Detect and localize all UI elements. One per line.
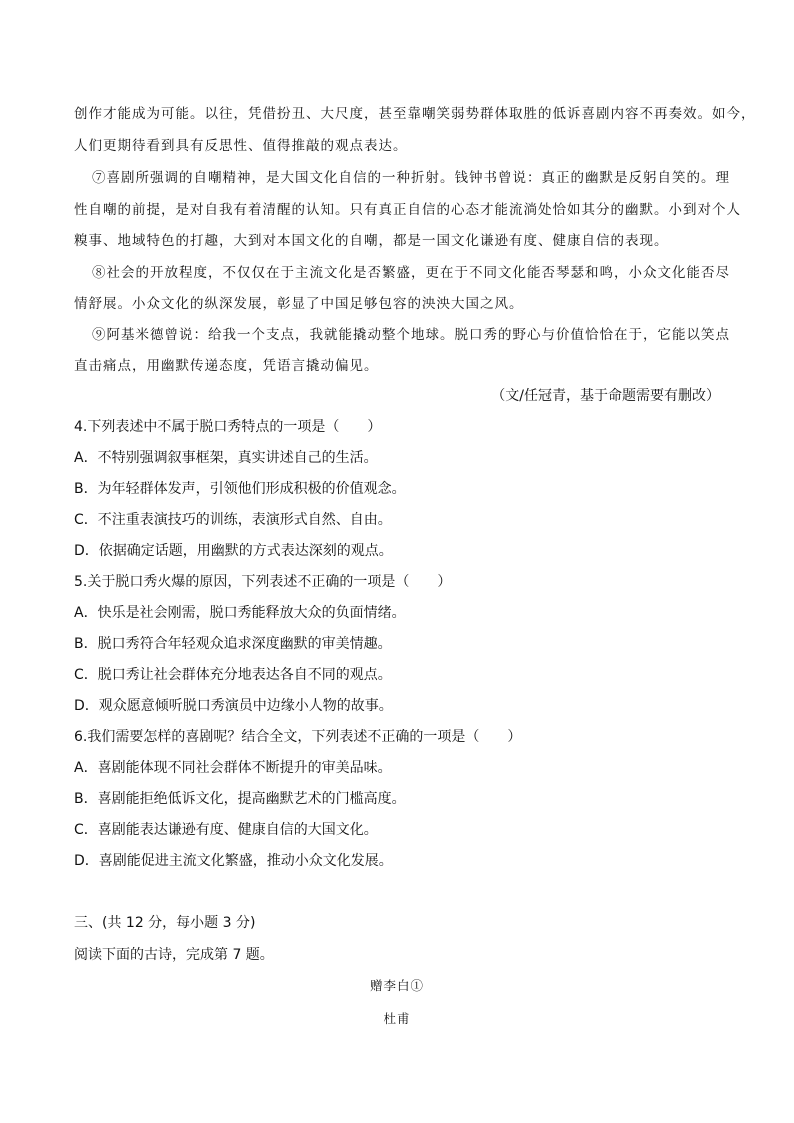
question-4-option-d: D．依据确定话题，用幽默的方式表达深刻的观点。: [74, 543, 393, 559]
source-citation: （文/任冠青，基于命题需要有删改）: [491, 388, 720, 404]
question-5-stem: 5.关于脱口秀火爆的原因，下列表述不正确的一项是（ ）: [74, 574, 452, 590]
section-3-heading: 三、(共 12 分，每小题 3 分): [74, 915, 256, 931]
paragraph-9-line: ⑨阿基米德曾说：给我一个支点，我就能撬动整个地球。脱口秀的野心与价值恰恰在于，它能以笑点: [92, 327, 730, 343]
question-6-option-b: B．喜剧能拒绝低诉文化，提高幽默艺术的门槛高度。: [74, 791, 406, 807]
question-6-stem: 6.我们需要怎样的喜剧呢？结合全文，下列表述不正确的一项是（ ）: [74, 729, 522, 745]
question-4-option-a: A．不特别强调叙事框架，真实讲述自己的生活。: [74, 450, 378, 466]
passage-line: 人们更期待看到具有反思性、值得推敲的观点表达。: [74, 138, 408, 154]
question-4-stem: 4.下列表述中不属于脱口秀特点的一项是（ ）: [74, 419, 382, 435]
paragraph-9-line: 直击痛点，用幽默传递态度，凭语言撬动偏见。: [74, 358, 379, 374]
section-3-instruction: 阅读下面的古诗，完成第 7 题。: [74, 947, 274, 963]
paragraph-7-line: ⑦喜剧所强调的自嘲精神，是大国文化自信的一种折射。钱钟书曾说：真正的幽默是反躬自笑的。理: [92, 170, 730, 186]
question-6-option-c: C．喜剧能表达谦逊有度、健康自信的大国文化。: [74, 822, 378, 838]
question-6-option-a: A．喜剧能体现不同社会群体不断提升的审美品味。: [74, 760, 392, 776]
paragraph-7-line: 性自嘲的前提，是对自我有着清醒的认知。只有真正自信的心态才能流淌处恰如其分的幽默。小到对个人: [74, 202, 741, 218]
question-4-option-c: C．不注重表演技巧的训练，表演形式自然、自由。: [74, 512, 392, 528]
question-5-option-b: B．脱口秀符合年轻观众追求深度幽默的审美情趣。: [74, 636, 392, 652]
question-5-option-c: C．脱口秀让社会群体充分地表达各自不同的观点。: [74, 667, 392, 683]
question-5-option-d: D．观众愿意倾听脱口秀演员中边缘小人物的故事。: [74, 698, 393, 714]
paragraph-7-line: 糗事、地域特色的打趣，大到对本国文化的自嘲，都是一国文化谦逊有度、健康自信的表现。: [74, 233, 669, 249]
poem-title: 赠李白①: [369, 978, 424, 993]
question-5-option-a: A．快乐是社会刚需，脱口秀能释放大众的负面情绪。: [74, 605, 406, 621]
poem-author: 杜甫: [383, 1011, 411, 1026]
paragraph-8-line: ⑧社会的开放程度，不仅仅在于主流文化是否繁盛，更在于不同文化能否琴瑟和鸣，小众文化能否尽: [92, 265, 730, 281]
question-4-option-b: B．为年轻群体发声，引领他们形成积极的价值观念。: [74, 481, 406, 497]
paragraph-8-line: 情舒展。小众文化的纵深发展，彰显了中国足够包容的泱泱大国之风。: [74, 296, 524, 312]
question-6-option-d: D．喜剧能促进主流文化繁盛，推动小众文化发展。: [74, 853, 393, 869]
passage-line: 创作才能成为可能。以往，凭借扮丑、大尺度，甚至靠嘲笑弱势群体取胜的低诉喜剧内容不再奏效。如今，: [74, 106, 756, 122]
